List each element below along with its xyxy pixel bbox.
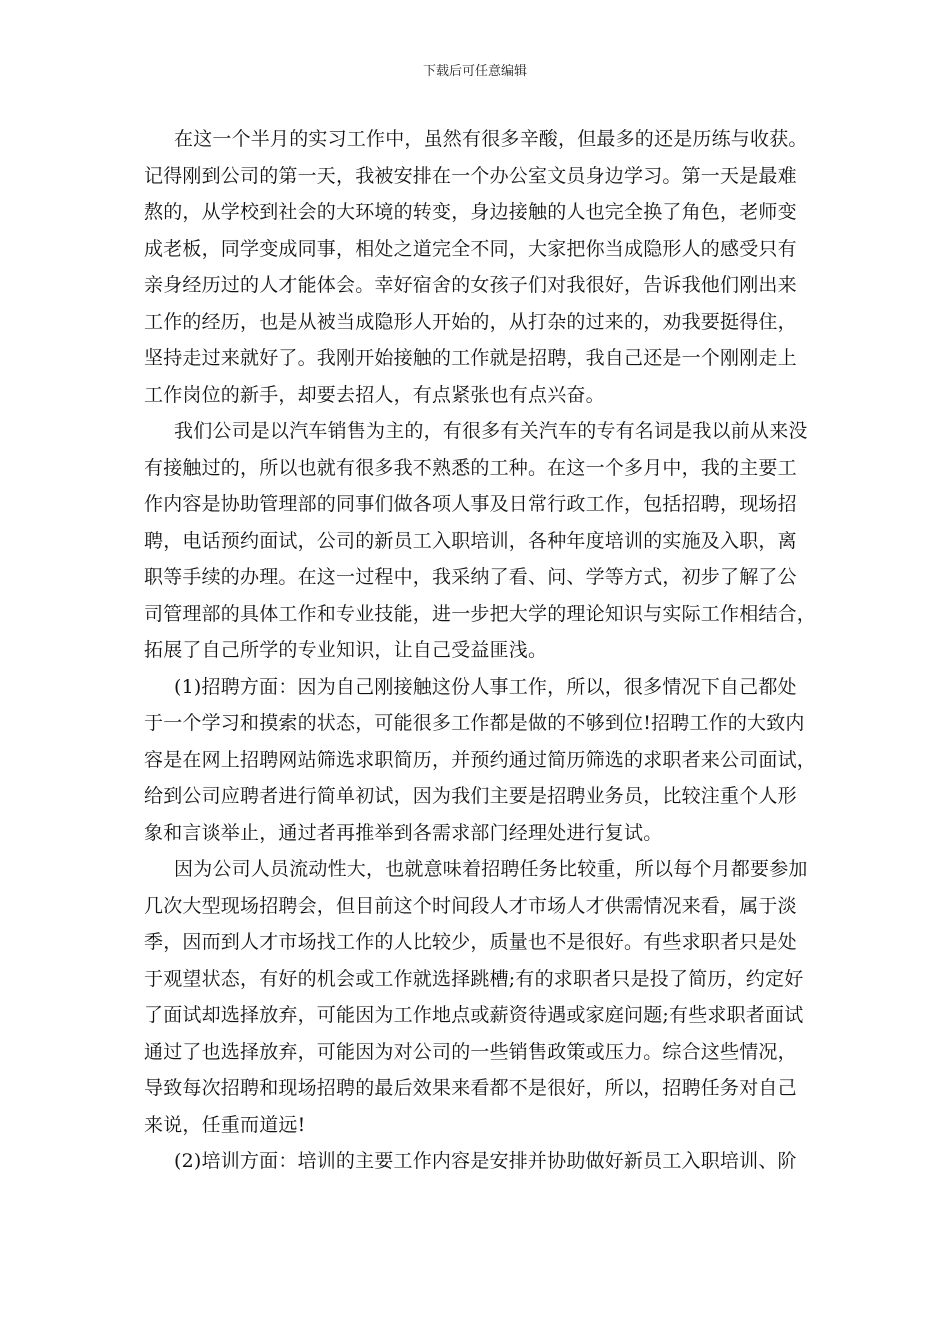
text-line: 了面试却选择放弃，可能因为工作地点或薪资待遇或家庭问题;有些求职者面试 xyxy=(144,1004,804,1026)
text-line: 记得刚到公司的第一天，我被安排在一个办公室文员身边学习。第一天是最难 xyxy=(144,164,797,187)
text-line: 容是在网上招聘网站筛选求职简历，并预约通过简历筛选的求职者来公司面试， xyxy=(144,748,817,771)
text-line: 导致每次招聘和现场招聘的最后效果来看都不是很好，所以，招聘任务对自己 xyxy=(144,1077,797,1099)
text-line: 成老板，同学变成同事，相处之道完全不同，大家把你当成隐形人的感受只有 xyxy=(144,237,797,260)
text-line: (2)培训方面：培训的主要工作内容是安排并协助做好新员工入职培训、阶 xyxy=(174,1150,797,1172)
text-line: 职等手续的办理。在这一过程中，我采纳了看、问、学等方式，初步了解了公 xyxy=(144,566,797,588)
text-line: 熬的，从学校到社会的大环境的转变，身边接触的人也完全换了角色，老师变 xyxy=(144,201,797,223)
text-line: 作内容是协助管理部的同事们做各项人事及日常行政工作，包括招聘，现场招 xyxy=(144,493,797,515)
text-line: 几次大型现场招聘会，但目前这个时间段人才市场人才供需情况来看，属于淡 xyxy=(144,894,797,917)
text-line: 在这一个半月的实习工作中，虽然有很多辛酸，但最多的还是历练与收获。 xyxy=(174,128,808,150)
text-line: 季，因而到人才市场找工作的人比较少，质量也不是很好。有些求职者只是处 xyxy=(144,931,797,953)
text-line: 司管理部的具体工作和专业技能，进一步把大学的理论知识与实际工作相结合， xyxy=(144,602,817,625)
text-line: 因为公司人员流动性大，也就意味着招聘任务比较重，所以每个月都要参加 xyxy=(174,858,808,880)
page-header: 下载后可任意编辑 xyxy=(422,64,527,79)
text-line: 象和言谈举止，通过者再推举到各需求部门经理处进行复试。 xyxy=(144,821,663,844)
text-line: 来说，任重而道远! xyxy=(144,1113,306,1136)
text-line: 有接触过的，所以也就有很多我不熟悉的工种。在这一个多月中，我的主要工 xyxy=(144,456,797,479)
text-line: 拓展了自己所学的专业知识，让自己受益匪浅。 xyxy=(144,639,548,661)
text-line: 工作的经历，也是从被当成隐形人开始的，从打杂的过来的，劝我要挺得住， xyxy=(144,310,797,333)
document-body xyxy=(144,121,824,1180)
text-line: 我们公司是以汽车销售为主的，有很多有关汽车的专有名词是我以前从来没 xyxy=(174,420,808,442)
text-line: 于一个学习和摸索的状态，可能很多工作都是做的不够到位!招聘工作的大致内 xyxy=(144,712,805,734)
text-line: (1)招聘方面：因为自己刚接触这份人事工作，所以，很多情况下自己都处 xyxy=(174,675,797,698)
text-line: 通过了也选择放弃，可能因为对公司的一些销售政策或压力。综合这些情况， xyxy=(144,1040,797,1063)
text-line: 于观望状态，有好的机会或工作就选择跳槽;有的求职者只是投了简历，约定好 xyxy=(144,967,804,990)
text-line: 给到公司应聘者进行简单初试，因为我们主要是招聘业务员，比较注重个人形 xyxy=(144,785,797,807)
text-line: 聘，电话预约面试，公司的新员工入职培训，各种年度培训的实施及入职，离 xyxy=(144,529,797,552)
text-line: 坚持走过来就好了。我刚开始接触的工作就是招聘，我自己还是一个刚刚走上 xyxy=(144,347,797,369)
text-line: 亲身经历过的人才能体会。幸好宿舍的女孩子们对我很好，告诉我他们刚出来 xyxy=(144,274,797,296)
text-line: 工作岗位的新手，却要去招人，有点紧张也有点兴奋。 xyxy=(144,383,605,406)
